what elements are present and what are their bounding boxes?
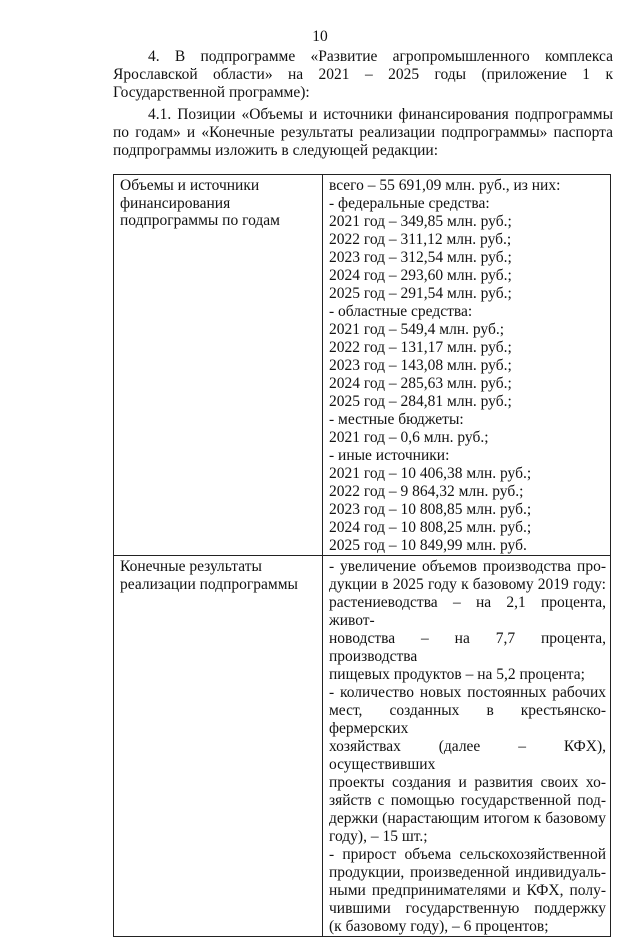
results-line: ными предпринимателями и КФХ, полу- (329, 882, 606, 899)
financing-line: 2021 год – 10 406,38 млн. руб.; (329, 465, 532, 482)
table-row-financing (114, 175, 611, 556)
passport-table (113, 174, 611, 937)
financing-line: 2023 год – 143,08 млн. руб.; (329, 357, 512, 374)
results-line: новодства – на 7,7 процента, производства (329, 630, 606, 665)
financing-label: Объемы и источники финансирования подпрограммы по годам (114, 175, 323, 556)
financing-line: 2025 год – 10 849,99 млн. руб. (329, 537, 527, 554)
results-line: зяйств с помощью государственной под- (329, 792, 606, 809)
intro-paragraph-positions: 4.1. Позиции «Объемы и источники финансирования подпрограммы по годам» и «Конечные результаты реализации подпрограммы» паспорта подпрограммы изложить в следующей редакции: (113, 106, 613, 159)
financing-line: 2025 год – 291,54 млн. руб.; (329, 285, 512, 302)
financing-line: 2023 год – 312,54 млн. руб.; (329, 249, 512, 266)
financing-line: 2022 год – 9 864,32 млн. руб.; (329, 483, 524, 500)
financing-line: - местные бюджеты: (329, 411, 464, 428)
results-line: - увеличение объемов производства про- (329, 558, 606, 575)
results-line: держки (нарастающим итогом к базовому (329, 810, 606, 827)
results-line: - прирост объема сельскохозяйственной (329, 846, 606, 863)
results-line: пищевых продуктов – на 5,2 процента; (329, 666, 585, 683)
intro-paragraph-subprogram: 4. В подпрограмме «Развитие агропромышленного комплекса Ярославской области» на 2021 – 2025 годы (приложение 1 к Государственной программе): (113, 48, 613, 101)
financing-line: 2024 год – 10 808,25 млн. руб.; (329, 519, 532, 536)
financing-line: - областные средства: (329, 303, 473, 320)
financing-line: - иные источники: (329, 447, 450, 464)
results-line: - количество новых постоянных рабочих (329, 684, 606, 701)
financing-line: - федеральные средства: (329, 195, 490, 212)
financing-line: 2024 год – 285,63 млн. руб.; (329, 375, 512, 392)
financing-line: 2021 год – 349,85 млн. руб.; (329, 213, 512, 230)
financing-line: 2022 год – 311,12 млн. руб.; (329, 231, 512, 248)
financing-line: всего – 55 691,09 млн. руб., из них: (329, 177, 561, 194)
results-line: дукции в 2025 году к базовому 2019 году: (329, 576, 606, 593)
financing-line: 2022 год – 131,17 млн. руб.; (329, 339, 512, 356)
financing-values (323, 175, 611, 556)
financing-line: 2021 год – 549,4 млн. руб.; (329, 321, 505, 338)
table-row-results (114, 556, 611, 937)
results-line: году), – 15 шт.; (329, 828, 428, 845)
results-label: Конечные результаты реализации подпрограммы (114, 556, 323, 937)
financing-line: 2021 год – 0,6 млн. руб.; (329, 429, 489, 446)
financing-line: 2025 год – 284,81 млн. руб.; (329, 393, 512, 410)
results-line: хозяйствах (далее – КФХ), осуществивших (329, 738, 606, 773)
results-line: растениеводства – на 2,1 процента, живот- (329, 594, 606, 629)
page-number: 10 (312, 28, 328, 45)
financing-line: 2024 год – 293,60 млн. руб.; (329, 267, 512, 284)
results-line: проекты создания и развития своих хо- (329, 774, 606, 791)
financing-line: 2023 год – 10 808,85 млн. руб.; (329, 501, 532, 518)
results-line: (к базовому году), – 6 процентов; (329, 918, 549, 935)
results-line: мест, созданных в крестьянско-фермерских (329, 702, 606, 737)
results-line: чившими государственную поддержку (329, 900, 606, 917)
results-line: продукции, произведенной индивидуаль- (329, 864, 606, 881)
results-values (323, 556, 611, 937)
